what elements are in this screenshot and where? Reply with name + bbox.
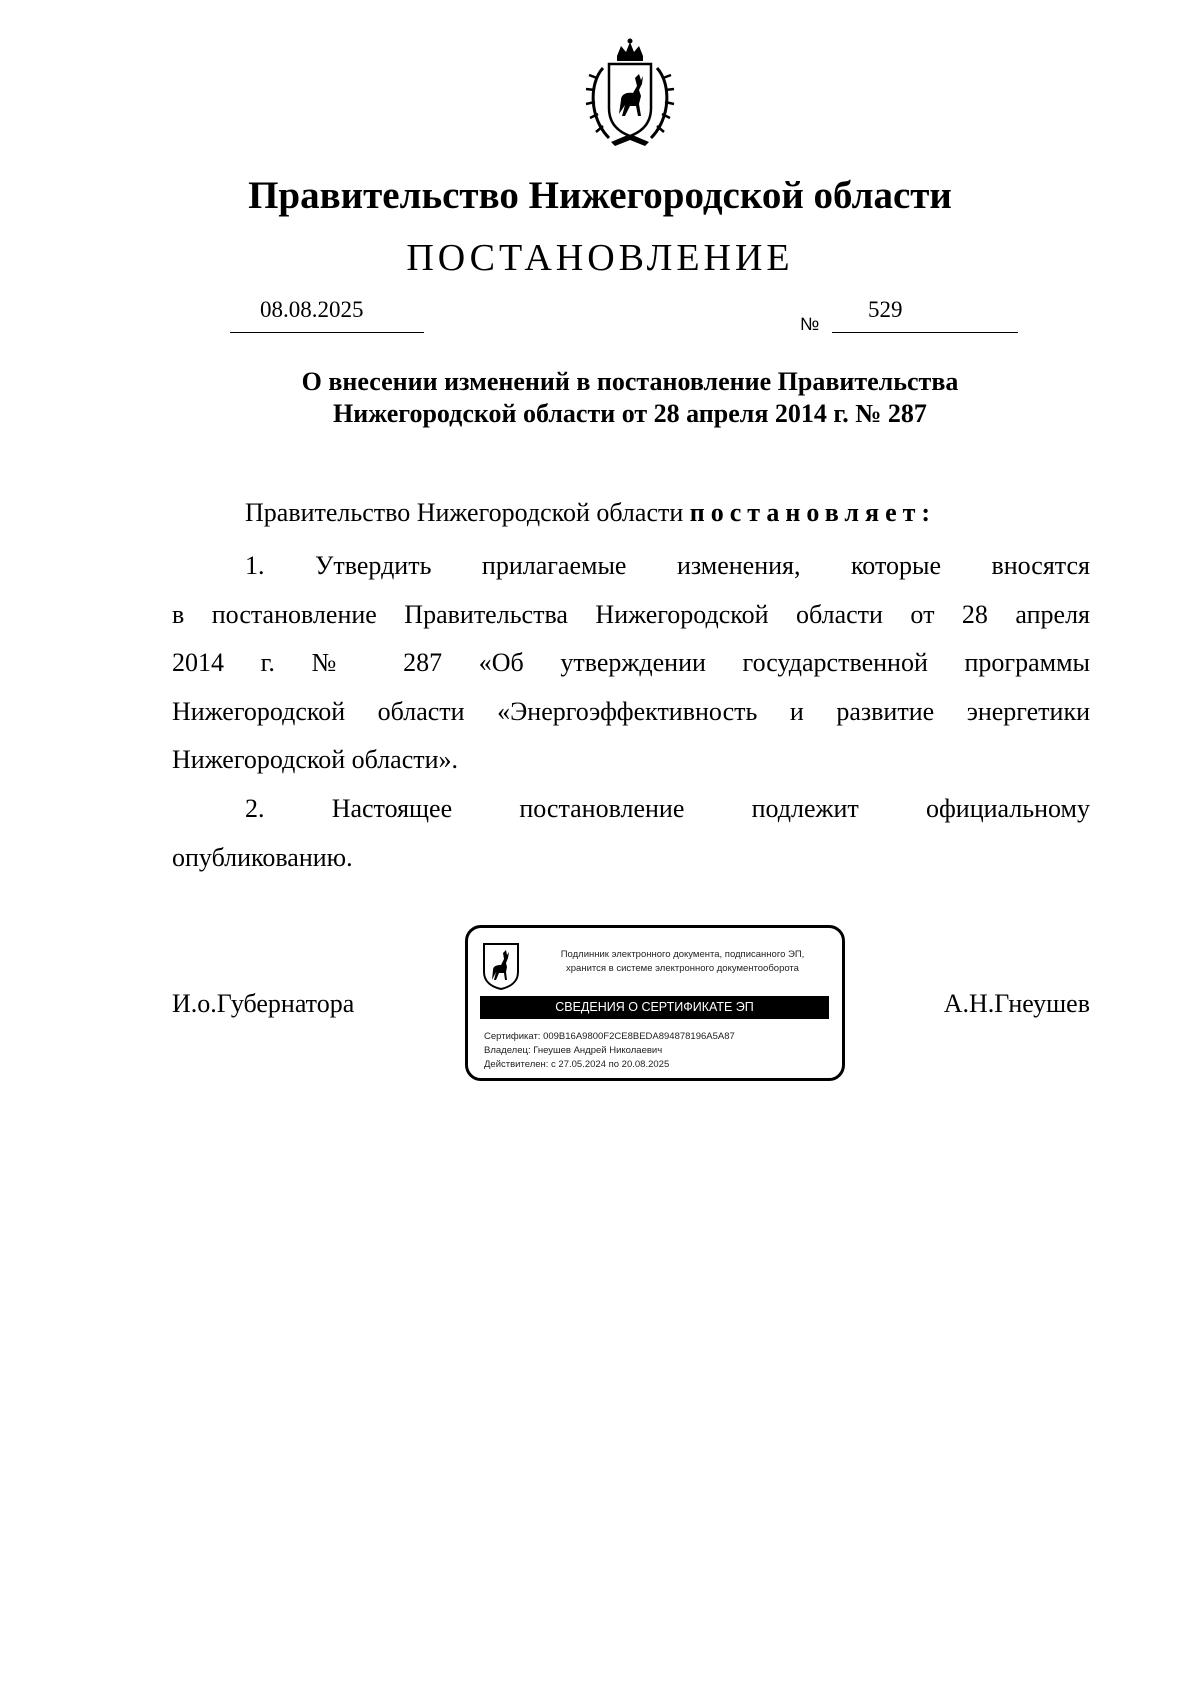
signatory-position: И.о.Губернатора — [172, 989, 355, 1018]
paragraph-line: опубликованию. — [172, 842, 353, 872]
number-label: № — [800, 314, 820, 334]
preamble-action: постановляет: — [689, 498, 937, 527]
certificate-details — [484, 1030, 735, 1072]
preamble — [245, 497, 936, 529]
coat-of-arms-icon — [575, 38, 685, 150]
stamp-header-line: хранится в системе электронного документооборота — [566, 963, 799, 974]
document-date: 08.08.2025 — [260, 297, 364, 322]
document-number: 529 — [868, 297, 903, 322]
document-number-field — [832, 296, 1018, 333]
document-subject — [240, 366, 1020, 430]
subject-line: Нижегородской области от 28 апреля 2014 г. № 287 — [333, 399, 927, 428]
certificate-validity: Действителен: с 27.05.2024 по 20.08.2025 — [484, 1059, 670, 1070]
document-date-field — [230, 296, 424, 333]
certificate-owner: Владелец: Гнеушев Андрей Николаевич — [484, 1045, 663, 1056]
signatory-name: А.Н.Гнеушев — [943, 989, 1090, 1018]
paragraph-line: Нижегородской области». — [172, 745, 459, 774]
resolution-item-2 — [172, 785, 1090, 882]
paragraph-line: в постановление Правительства Нижегородской области от 28 апреля — [172, 599, 1090, 629]
preamble-text: Правительство Нижегородской области — [245, 498, 684, 527]
paragraph-line: 1. Утвердить прилагаемые изменения, которые вносятся — [245, 551, 1090, 580]
subject-line: О внесении изменений в постановление Правительства — [301, 367, 959, 396]
paragraph-line: Нижегородской области «Энергоэффективность и развитие энергетики — [172, 696, 1090, 726]
resolution-item-1 — [172, 542, 1090, 785]
electronic-signature-stamp — [465, 925, 845, 1081]
stamp-header-line: Подлинник электронного документа, подписанного ЭП, — [560, 949, 805, 960]
paragraph-line: 2. Настоящее постановление подлежит официальному — [245, 794, 1090, 823]
document-type-title: ПОСТАНОВЛЕНИЕ — [406, 237, 794, 279]
certificate-serial: Сертификат: 009B16A9800F2CE8BEDA894878196A5A87 — [484, 1031, 735, 1042]
stamp-header — [530, 948, 835, 976]
deer-shield-icon — [482, 942, 520, 990]
paragraph-line: 2014 г. № 287 «Об утверждении государственной программы — [172, 648, 1090, 677]
certificate-info-bar: СВЕДЕНИЯ О СЕРТИФИКАТЕ ЭП — [480, 996, 829, 1019]
organization-title: Правительство Нижегородской области — [248, 174, 952, 217]
